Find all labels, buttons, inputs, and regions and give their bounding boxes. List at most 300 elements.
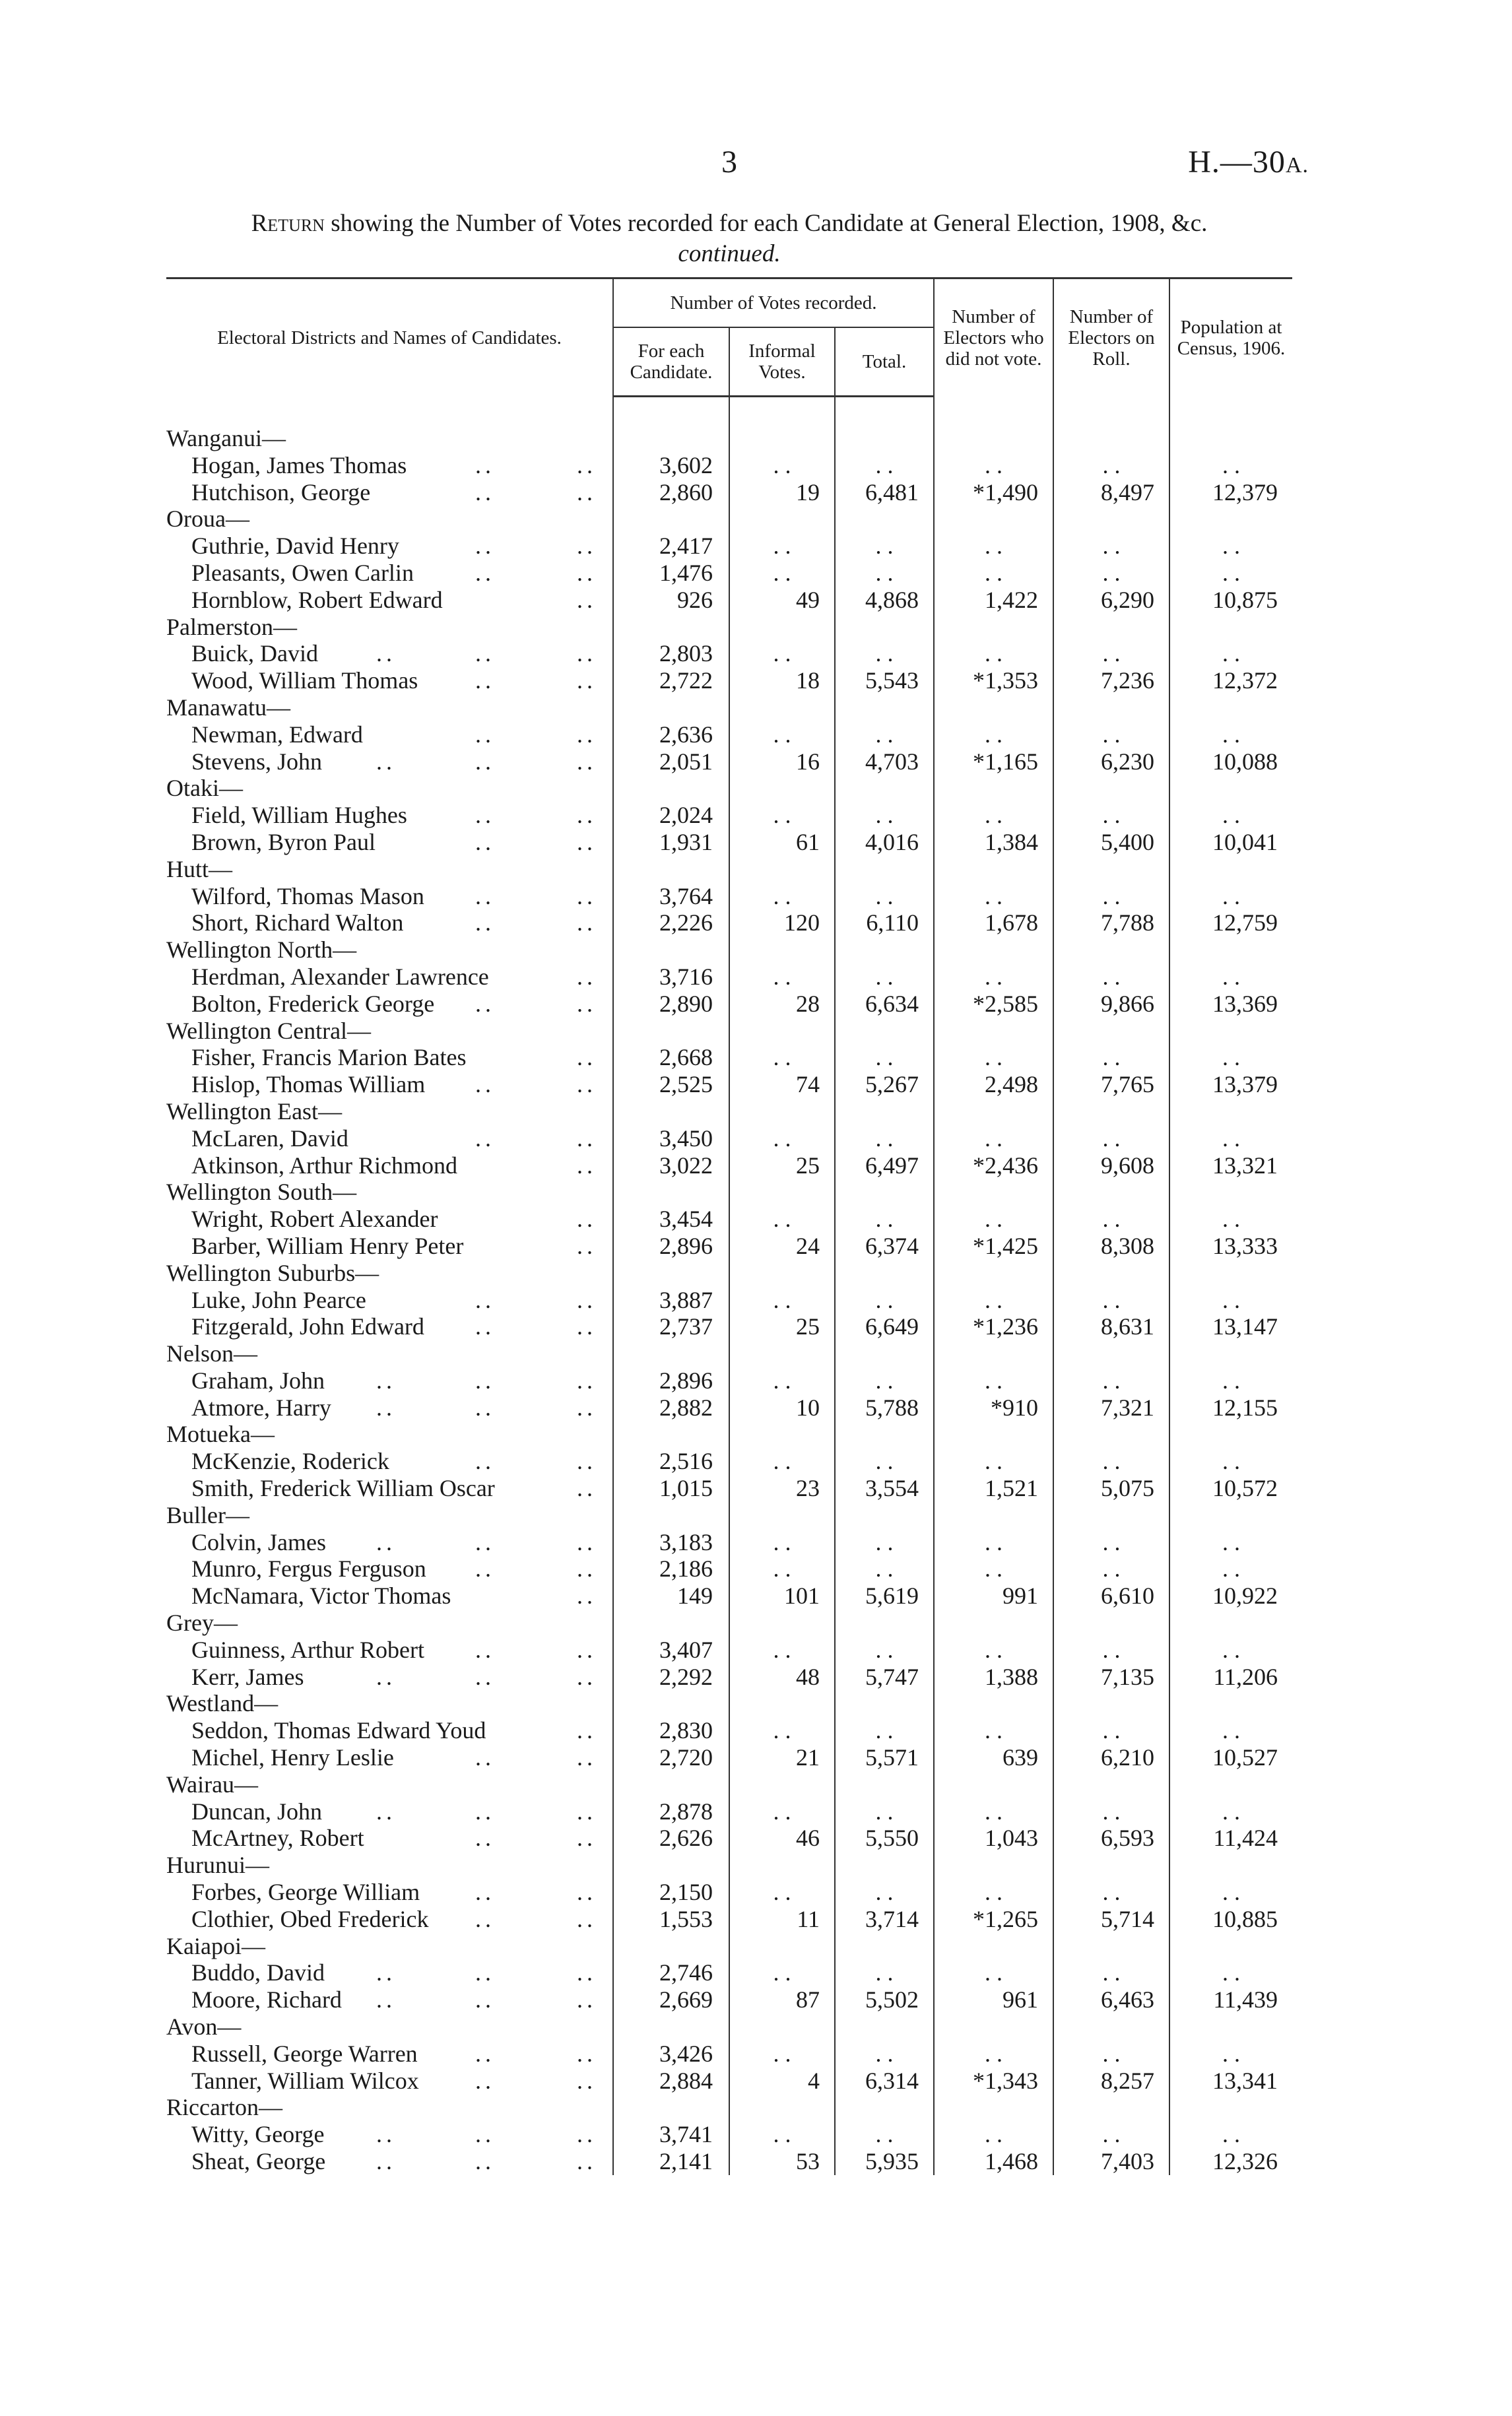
candidate-name-cell (166, 1825, 613, 1852)
spacer-cell (835, 397, 934, 426)
votes-for-candidate: 926 (613, 587, 729, 614)
ditto-dots: . . (1053, 963, 1169, 991)
dot-leader: .. (475, 2067, 495, 2094)
informal-votes: 16 (729, 748, 835, 775)
ditto-dots: . . (934, 721, 1053, 748)
ditto-dots: . . (835, 640, 934, 667)
candidate-name: Hutchison, George (191, 478, 371, 506)
electors-not-voted: 639 (934, 1744, 1053, 1771)
votes-for-candidate: 2,884 (613, 2068, 729, 2095)
district-name: Hurunui— (166, 1852, 269, 1879)
district-row (166, 1179, 1292, 1206)
ditto-dots: . . (934, 1287, 1053, 1314)
votes-for-candidate: 2,525 (613, 1071, 729, 1098)
ditto-dots: . . (1169, 883, 1292, 910)
empty-cell (1053, 936, 1169, 963)
empty-cell (1169, 1771, 1292, 1798)
ditto-dots: . . (1169, 1879, 1292, 1906)
district-row (166, 1771, 1292, 1798)
candidate-row (166, 2121, 1292, 2148)
dot-leader: .. (376, 1528, 396, 1555)
ditto-dots: . . (1169, 1044, 1292, 1071)
ditto-dots: . . (934, 1448, 1053, 1475)
district-name: Wellington Central— (166, 1017, 372, 1044)
informal-votes: 11 (729, 1906, 835, 1933)
votes-for-candidate: 2,024 (613, 802, 729, 829)
empty-cell (613, 1179, 729, 1206)
dot-leader: .. (475, 1986, 495, 2013)
candidate-name-cell (166, 1879, 613, 1906)
district-name-cell (166, 614, 613, 641)
dot-leader: .. (475, 1125, 495, 1152)
candidate-name-cell (166, 1206, 613, 1233)
empty-cell (1169, 936, 1292, 963)
empty-cell (1169, 1610, 1292, 1637)
electors-not-voted: 1,678 (934, 909, 1053, 936)
dot-leader: .. (577, 2148, 597, 2174)
dot-leader: .. (376, 748, 396, 775)
candidate-name: Atmore, Harry (191, 1394, 331, 1421)
candidate-row (166, 829, 1292, 856)
votes-for-candidate: 3,426 (613, 2041, 729, 2068)
dot-leader: .. (577, 1206, 597, 1233)
dot-leader: .. (475, 721, 495, 748)
empty-cell (934, 856, 1053, 883)
votes-for-candidate: 149 (613, 1583, 729, 1610)
ditto-dots: . . (934, 640, 1053, 667)
dot-leader: .. (475, 882, 495, 909)
electors-on-roll: 8,497 (1053, 479, 1169, 506)
dot-leader: .. (577, 1528, 597, 1555)
empty-cell (729, 1933, 835, 1960)
candidate-name: Clothier, Obed Frederick (191, 1905, 429, 1932)
ditto-dots: . . (1053, 1125, 1169, 1152)
ditto-dots: . . (835, 721, 934, 748)
dot-leader: .. (475, 1663, 495, 1690)
ditto-dots: . . (1053, 721, 1169, 748)
dot-leader: .. (475, 1959, 495, 1986)
district-name: Avon— (166, 2013, 242, 2041)
dot-leader: .. (376, 1986, 396, 2013)
district-name: Grey— (166, 1610, 238, 1637)
informal-votes: 24 (729, 1233, 835, 1260)
dot-leader: .. (577, 533, 597, 560)
district-name: Wanganui— (166, 425, 286, 451)
candidate-name-cell (166, 1152, 613, 1179)
dot-leader: .. (475, 640, 495, 667)
electors-not-voted: *1,490 (934, 479, 1053, 506)
ditto-dots: . . (934, 1798, 1053, 1825)
page-reference (1188, 144, 1309, 180)
candidate-name-cell (166, 1233, 613, 1260)
votes-for-candidate: 3,407 (613, 1637, 729, 1664)
electors-on-roll: 7,321 (1053, 1394, 1169, 1421)
candidate-name-cell (166, 748, 613, 775)
district-name: Buller— (166, 1501, 249, 1528)
dot-leader: .. (577, 1071, 597, 1098)
candidate-row (166, 1287, 1292, 1314)
ditto-dots: . . (1053, 1959, 1169, 1986)
candidate-row (166, 748, 1292, 775)
empty-cell (613, 856, 729, 883)
ditto-dots: . . (1053, 452, 1169, 479)
electors-on-roll: 7,403 (1053, 2148, 1169, 2175)
empty-cell (1169, 694, 1292, 721)
dot-leader: .. (577, 1286, 597, 1313)
electors-on-roll: 6,593 (1053, 1825, 1169, 1852)
empty-cell (1169, 1852, 1292, 1879)
empty-cell (1053, 694, 1169, 721)
empty-cell (729, 1260, 835, 1287)
empty-cell (729, 694, 835, 721)
empty-cell (613, 1260, 729, 1287)
empty-cell (729, 1421, 835, 1448)
candidate-row (166, 1475, 1292, 1502)
district-name-cell (166, 775, 613, 802)
empty-cell (835, 1179, 934, 1206)
empty-cell (1169, 1260, 1292, 1287)
ditto-dots: . . (1169, 1529, 1292, 1556)
votes-for-candidate: 1,476 (613, 560, 729, 587)
district-row (166, 1421, 1292, 1448)
empty-cell (1169, 1933, 1292, 1960)
electors-not-voted: *1,165 (934, 748, 1053, 775)
electors-on-roll: 6,290 (1053, 587, 1169, 614)
district-name-cell (166, 1340, 613, 1367)
candidate-name: Hislop, Thomas William (191, 1071, 426, 1098)
electors-on-roll: 5,714 (1053, 1906, 1169, 1933)
dot-leader: .. (577, 1663, 597, 1690)
votes-for-candidate: 2,626 (613, 1825, 729, 1852)
empty-cell (1169, 506, 1292, 533)
candidate-name: Smith, Frederick William Oscar (191, 1475, 495, 1502)
empty-cell (934, 1340, 1053, 1367)
ditto-dots: . . (1169, 1287, 1292, 1314)
empty-cell (934, 1179, 1053, 1206)
empty-cell (835, 1690, 934, 1717)
ditto-dots: . . (1053, 1367, 1169, 1394)
dot-leader: .. (577, 2040, 597, 2067)
district-name: Hutt— (166, 855, 233, 882)
empty-cell (1053, 1018, 1169, 1045)
electors-on-roll: 8,257 (1053, 2068, 1169, 2095)
candidate-name: Colvin, James (191, 1528, 326, 1555)
district-name: Nelson— (166, 1340, 257, 1367)
votes-for-candidate: 3,183 (613, 1529, 729, 1556)
ditto-dots: . . (1169, 1637, 1292, 1664)
spacer-cell (1053, 397, 1169, 426)
candidate-name: Tanner, William Wilcox (191, 2067, 419, 2094)
informal-votes: 49 (729, 587, 835, 614)
dot-leader: .. (577, 1717, 597, 1744)
candidate-row (166, 802, 1292, 829)
district-row (166, 1260, 1292, 1287)
district-name-cell (166, 1852, 613, 1879)
district-row (166, 1852, 1292, 1879)
empty-cell (1053, 1690, 1169, 1717)
empty-cell (934, 1771, 1053, 1798)
ditto-dots: . . (1169, 640, 1292, 667)
candidate-row (166, 1637, 1292, 1664)
candidate-name-cell (166, 1664, 613, 1691)
dot-leader: .. (577, 721, 597, 748)
candidate-name: McKenzie, Roderick (191, 1448, 389, 1475)
dot-leader: .. (577, 1555, 597, 1583)
ditto-dots: . . (934, 533, 1053, 560)
electors-on-roll: 5,075 (1053, 1475, 1169, 1502)
district-row (166, 2013, 1292, 2041)
district-row (166, 1610, 1292, 1637)
candidate-row (166, 667, 1292, 694)
ditto-dots: . . (1169, 533, 1292, 560)
empty-cell (1169, 1018, 1292, 1045)
electors-not-voted: 2,498 (934, 1071, 1053, 1098)
ditto-dots: . . (1053, 2121, 1169, 2148)
electors-not-voted: *1,265 (934, 1906, 1053, 1933)
candidate-name-cell (166, 667, 613, 694)
candidate-name: Barber, William Henry Peter (191, 1232, 464, 1259)
dot-leader: .. (475, 2040, 495, 2067)
empty-cell (1169, 856, 1292, 883)
informal-votes: 28 (729, 991, 835, 1018)
candidate-name-cell (166, 802, 613, 829)
dot-leader: .. (577, 1448, 597, 1475)
ditto-dots: . . (934, 1637, 1053, 1664)
dot-leader: .. (475, 1879, 495, 1906)
ditto-dots: . . (1053, 533, 1169, 560)
candidate-name: Guinness, Arthur Robert (191, 1636, 424, 1663)
candidate-name-cell (166, 1529, 613, 1556)
ditto-dots: . . (1169, 1555, 1292, 1583)
empty-cell (1053, 614, 1169, 641)
votes-for-candidate: 1,015 (613, 1475, 729, 1502)
total-votes: 6,649 (835, 1313, 934, 1340)
ditto-dots: . . (729, 1044, 835, 1071)
candidate-name-cell (166, 1959, 613, 1986)
header-for-each-candidate: For each Candidate. (613, 327, 729, 397)
empty-cell (934, 1933, 1053, 1960)
total-votes: 5,543 (835, 667, 934, 694)
population-census: 13,369 (1169, 991, 1292, 1018)
ditto-dots: . . (1169, 1206, 1292, 1233)
dot-leader: .. (475, 478, 495, 506)
district-row (166, 936, 1292, 963)
empty-cell (1169, 1340, 1292, 1367)
candidate-name: Russell, George Warren (191, 2040, 418, 2067)
ditto-dots: . . (1169, 1125, 1292, 1152)
ditto-dots: . . (729, 802, 835, 829)
district-name: Oroua— (166, 506, 249, 533)
empty-cell (835, 2013, 934, 2041)
empty-cell (613, 936, 729, 963)
ditto-dots: . . (729, 1798, 835, 1825)
ditto-dots: . . (1169, 1959, 1292, 1986)
ditto-dots: . . (729, 2121, 835, 2148)
ditto-dots: . . (934, 1717, 1053, 1744)
dot-leader: .. (577, 1232, 597, 1259)
electors-not-voted: *1,236 (934, 1313, 1053, 1340)
ditto-dots: . . (729, 452, 835, 479)
spacer-row (166, 397, 1292, 426)
votes-for-candidate: 2,292 (613, 1664, 729, 1691)
empty-cell (613, 506, 729, 533)
electors-not-voted: *1,343 (934, 2068, 1053, 2095)
candidate-name-cell (166, 829, 613, 856)
candidate-name: Duncan, John (191, 1798, 322, 1825)
ditto-dots: . . (934, 2041, 1053, 2068)
district-name-cell (166, 1421, 613, 1448)
candidate-name-cell (166, 452, 613, 479)
dot-leader: .. (577, 1475, 597, 1502)
empty-cell (729, 1852, 835, 1879)
total-votes: 4,016 (835, 829, 934, 856)
district-name: Riccarton— (166, 2094, 282, 2121)
empty-cell (1169, 1179, 1292, 1206)
candidate-name: Fisher, Francis Marion Bates (191, 1044, 467, 1071)
dot-leader: .. (577, 828, 597, 855)
empty-cell (613, 2013, 729, 2041)
candidate-row (166, 2041, 1292, 2068)
empty-cell (1169, 2013, 1292, 2041)
empty-cell (729, 1502, 835, 1529)
ditto-dots: . . (729, 1206, 835, 1233)
votes-for-candidate: 3,022 (613, 1152, 729, 1179)
empty-cell (1053, 1771, 1169, 1798)
total-votes: 6,497 (835, 1152, 934, 1179)
electors-on-roll: 7,788 (1053, 909, 1169, 936)
candidate-name-cell (166, 1555, 613, 1583)
population-census: 13,333 (1169, 1233, 1292, 1260)
district-row (166, 425, 1292, 452)
page-number: 3 (721, 145, 737, 180)
district-name: Motueka— (166, 1421, 275, 1448)
ditto-dots: . . (729, 1959, 835, 1986)
ditto-dots: . . (835, 802, 934, 829)
spacer-cell (166, 397, 613, 426)
empty-cell (729, 2094, 835, 2121)
ditto-dots: . . (934, 1555, 1053, 1583)
empty-cell (1169, 1098, 1292, 1125)
ditto-dots: . . (934, 1367, 1053, 1394)
population-census: 12,372 (1169, 667, 1292, 694)
candidate-name-cell (166, 1394, 613, 1421)
candidate-name-cell (166, 1798, 613, 1825)
empty-cell (613, 1421, 729, 1448)
district-row (166, 1690, 1292, 1717)
empty-cell (729, 1098, 835, 1125)
ditto-dots: . . (934, 560, 1053, 587)
empty-cell (934, 775, 1053, 802)
population-census: 10,527 (1169, 1744, 1292, 1771)
candidate-name-cell (166, 1071, 613, 1098)
ditto-dots: . . (729, 1555, 835, 1583)
votes-for-candidate: 2,186 (613, 1555, 729, 1583)
dot-leader: .. (577, 882, 597, 909)
empty-cell (729, 1340, 835, 1367)
candidate-name-cell (166, 1044, 613, 1071)
votes-for-candidate: 2,803 (613, 640, 729, 667)
empty-cell (729, 1771, 835, 1798)
ditto-dots: . . (1169, 963, 1292, 991)
district-name-cell (166, 936, 613, 963)
empty-cell (934, 1260, 1053, 1287)
district-name-cell (166, 1260, 613, 1287)
votes-for-candidate: 2,737 (613, 1313, 729, 1340)
ditto-dots: . . (1169, 560, 1292, 587)
dot-leader: .. (577, 748, 597, 775)
dot-leader: .. (577, 963, 597, 990)
total-votes: 5,502 (835, 1986, 934, 2013)
candidate-name: Buick, David (191, 640, 318, 667)
dot-leader: .. (577, 451, 597, 478)
dot-leader: .. (475, 1448, 495, 1475)
ditto-dots: . . (729, 1529, 835, 1556)
ditto-dots: . . (934, 452, 1053, 479)
candidate-row (166, 1717, 1292, 1744)
ditto-dots: . . (934, 1879, 1053, 1906)
ditto-dots: . . (1053, 1555, 1169, 1583)
empty-cell (934, 1852, 1053, 1879)
candidate-name-cell (166, 2041, 613, 2068)
empty-cell (934, 506, 1053, 533)
title-lead: Return (251, 210, 325, 237)
dot-leader: .. (475, 1825, 495, 1852)
candidate-name: Pleasants, Owen Carlin (191, 559, 414, 586)
empty-cell (1169, 775, 1292, 802)
district-name: Wellington North— (166, 936, 357, 963)
page-reference-suffix: A. (1285, 153, 1309, 178)
total-votes: 6,110 (835, 909, 934, 936)
candidate-row (166, 1448, 1292, 1475)
candidate-row (166, 1986, 1292, 2013)
candidate-row (166, 1959, 1292, 1986)
votes-for-candidate: 2,722 (613, 667, 729, 694)
empty-cell (729, 1179, 835, 1206)
page-reference-main: H.—30 (1188, 145, 1286, 180)
candidate-row (166, 1313, 1292, 1340)
candidate-row (166, 991, 1292, 1018)
ditto-dots: . . (1053, 560, 1169, 587)
spacer-cell (1169, 397, 1292, 426)
candidate-name-cell (166, 587, 613, 614)
informal-votes: 61 (729, 829, 835, 856)
ditto-dots: . . (835, 533, 934, 560)
ditto-dots: . . (1053, 1206, 1169, 1233)
dot-leader: .. (577, 1583, 597, 1610)
total-votes: 5,571 (835, 1744, 934, 1771)
ditto-dots: . . (1053, 1287, 1169, 1314)
candidate-row (166, 1664, 1292, 1691)
population-census: 12,379 (1169, 479, 1292, 506)
empty-cell (613, 1690, 729, 1717)
dot-leader: .. (376, 1367, 396, 1394)
empty-cell (729, 1690, 835, 1717)
votes-for-candidate: 3,764 (613, 883, 729, 910)
empty-cell (729, 614, 835, 641)
dot-leader: .. (475, 1394, 495, 1421)
table-body (166, 397, 1292, 2175)
total-votes: 5,788 (835, 1394, 934, 1421)
district-name-cell (166, 1933, 613, 1960)
candidate-row (166, 1125, 1292, 1152)
electors-not-voted: 1,043 (934, 1825, 1053, 1852)
ditto-dots: . . (729, 1125, 835, 1152)
electors-not-voted: 991 (934, 1583, 1053, 1610)
ditto-dots: . . (1169, 721, 1292, 748)
electors-not-voted: *2,436 (934, 1152, 1053, 1179)
informal-votes: 19 (729, 479, 835, 506)
ditto-dots: . . (835, 883, 934, 910)
